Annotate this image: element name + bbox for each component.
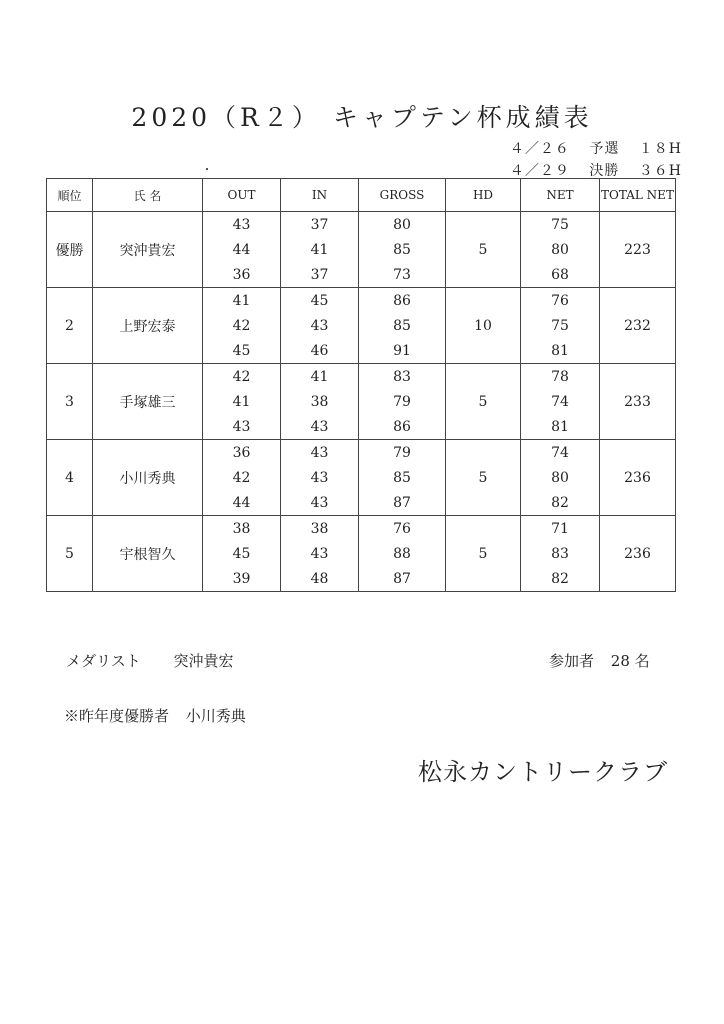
table-row [47, 516, 676, 542]
out-score-cell: 45 [203, 338, 281, 364]
out-score-cell: 41 [203, 389, 281, 414]
gross-score-cell: 79 [359, 440, 446, 466]
table-row [47, 440, 676, 466]
in-score-cell: 45 [281, 288, 359, 314]
net-score-cell: 80 [521, 465, 600, 490]
table-row [47, 364, 676, 390]
club-name: 松永カントリークラブ [418, 758, 668, 786]
out-score-cell: 42 [203, 313, 281, 338]
net-score-cell: 76 [521, 288, 600, 314]
gross-score-cell: 91 [359, 338, 446, 364]
scan-speck [206, 168, 208, 170]
rank-cell: 3 [47, 364, 93, 440]
table-header-row [47, 179, 676, 212]
gross-score-cell: 87 [359, 490, 446, 516]
header-total-net: TOTAL NET [600, 179, 676, 212]
rank-cell: 優勝 [47, 212, 93, 288]
in-score-cell: 48 [281, 566, 359, 592]
out-score-cell: 42 [203, 364, 281, 390]
handicap-cell: 5 [446, 516, 521, 592]
header-out: OUT [203, 179, 281, 212]
header-in: IN [281, 179, 359, 212]
net-score-cell: 74 [521, 389, 600, 414]
net-score-cell: 74 [521, 440, 600, 466]
out-score-cell: 41 [203, 288, 281, 314]
out-score-cell: 42 [203, 465, 281, 490]
gross-score-cell: 73 [359, 262, 446, 288]
previous-winner-label: ※昨年度優勝者 [64, 707, 170, 725]
header-name: 氏 名 [93, 179, 203, 212]
results-body [47, 212, 676, 592]
gross-score-cell: 87 [359, 566, 446, 592]
out-score-cell: 36 [203, 262, 281, 288]
in-score-cell: 38 [281, 389, 359, 414]
results-table [46, 178, 676, 592]
gross-score-cell: 85 [359, 313, 446, 338]
table-row [47, 288, 676, 314]
final-date: ４／２９ [509, 163, 570, 179]
net-score-cell: 75 [521, 313, 600, 338]
gross-score-cell: 86 [359, 414, 446, 440]
out-score-cell: 36 [203, 440, 281, 466]
handicap-cell: 5 [446, 364, 521, 440]
total-net-cell: 236 [600, 516, 676, 592]
in-score-cell: 43 [281, 440, 359, 466]
gross-score-cell: 83 [359, 364, 446, 390]
medalist [66, 650, 234, 671]
net-score-cell: 71 [521, 516, 600, 542]
net-score-cell: 82 [521, 490, 600, 516]
in-score-cell: 38 [281, 516, 359, 542]
gross-score-cell: 88 [359, 541, 446, 566]
out-score-cell: 44 [203, 237, 281, 262]
total-net-cell: 223 [600, 212, 676, 288]
qualifying-date: ４／２６ [509, 141, 570, 157]
gross-score-cell: 85 [359, 465, 446, 490]
out-score-cell: 43 [203, 414, 281, 440]
gross-score-cell: 76 [359, 516, 446, 542]
out-score-cell: 39 [203, 566, 281, 592]
document-title: 2020（R２） キャプテン杯成績表 [131, 103, 593, 132]
table-row [47, 212, 676, 238]
header-gross: GROSS [359, 179, 446, 212]
total-net-cell: 232 [600, 288, 676, 364]
out-score-cell: 38 [203, 516, 281, 542]
gross-score-cell: 80 [359, 212, 446, 238]
total-net-cell: 233 [600, 364, 676, 440]
net-score-cell: 80 [521, 237, 600, 262]
rank-cell: 2 [47, 288, 93, 364]
rank-cell: 4 [47, 440, 93, 516]
participant-count [549, 650, 650, 671]
in-score-cell: 43 [281, 465, 359, 490]
participants-value: 28 名 [610, 652, 650, 670]
in-score-cell: 41 [281, 364, 359, 390]
medalist-name: 突沖貴宏 [173, 652, 234, 670]
in-score-cell: 41 [281, 237, 359, 262]
in-score-cell: 37 [281, 262, 359, 288]
player-name-cell: 上野宏泰 [93, 288, 203, 364]
out-score-cell: 43 [203, 212, 281, 238]
net-score-cell: 82 [521, 566, 600, 592]
in-score-cell: 43 [281, 490, 359, 516]
qualifying-round-label: 予選 [589, 141, 620, 157]
previous-winner-name: 小川秀典 [185, 707, 246, 725]
handicap-cell: 10 [446, 288, 521, 364]
gross-score-cell: 85 [359, 237, 446, 262]
net-score-cell: 75 [521, 212, 600, 238]
player-name-cell: 宇根智久 [93, 516, 203, 592]
in-score-cell: 43 [281, 414, 359, 440]
in-score-cell: 43 [281, 541, 359, 566]
final-round-info [510, 160, 682, 180]
net-score-cell: 83 [521, 541, 600, 566]
net-score-cell: 81 [521, 338, 600, 364]
header-hd: HD [446, 179, 521, 212]
total-net-cell: 236 [600, 440, 676, 516]
participants-label: 参加者 [549, 652, 595, 670]
gross-score-cell: 86 [359, 288, 446, 314]
net-score-cell: 68 [521, 262, 600, 288]
net-score-cell: 78 [521, 364, 600, 390]
header-rank: 順位 [47, 179, 93, 212]
qualifying-round-info [510, 138, 682, 158]
gross-score-cell: 79 [359, 389, 446, 414]
final-holes: ３６H [638, 163, 682, 179]
final-round-label: 決勝 [589, 163, 620, 179]
handicap-cell: 5 [446, 212, 521, 288]
out-score-cell: 45 [203, 541, 281, 566]
in-score-cell: 46 [281, 338, 359, 364]
in-score-cell: 37 [281, 212, 359, 238]
net-score-cell: 81 [521, 414, 600, 440]
handicap-cell: 5 [446, 440, 521, 516]
medalist-label: メダリスト [66, 652, 141, 670]
out-score-cell: 44 [203, 490, 281, 516]
header-net: NET [521, 179, 600, 212]
player-name-cell: 突沖貴宏 [93, 212, 203, 288]
qualifying-holes: １８H [638, 141, 682, 157]
player-name-cell: 手塚雄三 [93, 364, 203, 440]
rank-cell: 5 [47, 516, 93, 592]
player-name-cell: 小川秀典 [93, 440, 203, 516]
in-score-cell: 43 [281, 313, 359, 338]
previous-winner [64, 705, 246, 726]
